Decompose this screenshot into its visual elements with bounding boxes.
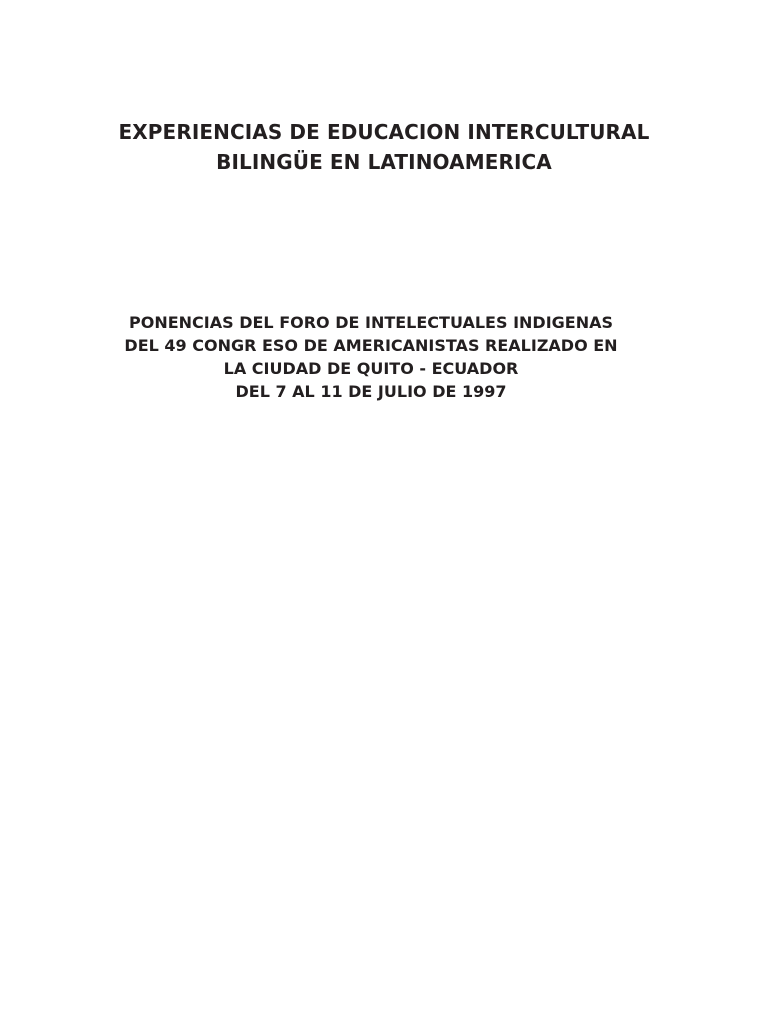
title-line-2: BILINGÜE EN LATINOAMERICA (216, 150, 552, 174)
subtitle-line-1: PONENCIAS DEL FORO DE INTELECTUALES INDIGENAS (129, 313, 613, 332)
document-title (0, 117, 768, 177)
subtitle-line-2: DEL 49 CONGR ESO DE AMERICANISTAS REALIZADO EN (124, 336, 618, 355)
subtitle-line-3: LA CIUDAD DE QUITO - ECUADOR (223, 359, 519, 378)
document-subtitle (0, 311, 742, 403)
title-line-1: EXPERIENCIAS DE EDUCACION INTERCULTURAL (118, 120, 650, 144)
subtitle-line-4: DEL 7 AL 11 DE JULIO DE 1997 (235, 382, 507, 401)
